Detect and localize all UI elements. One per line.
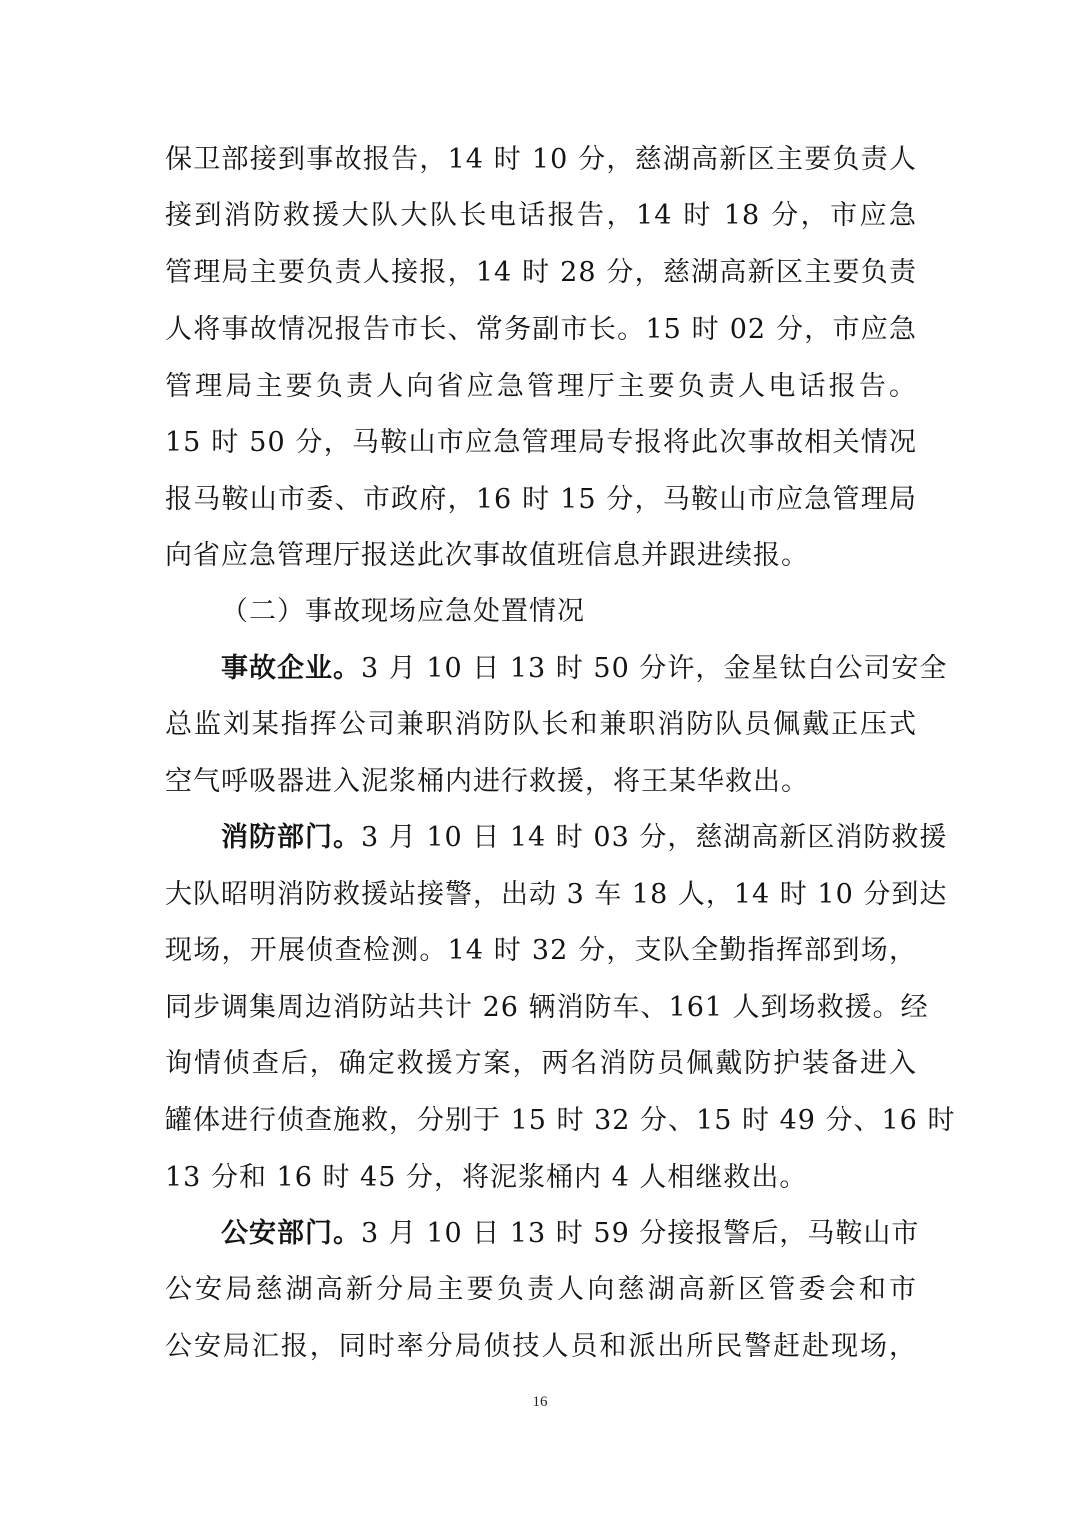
- paragraph-3-line-4: 同步调集周边消防站共计 26 辆消防车、161 人到场救援。经: [165, 992, 929, 1023]
- paragraph-3-lead: 消防部门。: [221, 822, 361, 853]
- section-heading: （二）事故现场应急处置情况: [221, 596, 585, 627]
- paragraph-4-line-1-text: 3 月 10 日 13 时 59 分接报警后，马鞍山市: [361, 1218, 920, 1249]
- paragraph-3-line-1-text: 3 月 10 日 14 时 03 分，慈湖高新区消防救援: [361, 822, 948, 853]
- paragraph-3-line-5: 询情侦查后，确定救援方案，两名消防员佩戴防护装备进入: [165, 1048, 917, 1079]
- paragraph-3-line-2: 大队昭明消防救援站接警，出动 3 车 18 人，14 时 10 分到达: [165, 879, 948, 910]
- paragraph-1-line-5: 管理局主要负责人向省应急管理厅主要负责人电话报告。: [165, 371, 917, 402]
- page-number: 16: [532, 1394, 548, 1410]
- paragraph-3-line-6: 罐体进行侦查施救，分别于 15 时 32 分、15 时 49 分、16 时: [165, 1105, 956, 1136]
- paragraph-1-line-4: 人将事故情况报告市长、常务副市长。15 时 02 分，市应急: [165, 314, 917, 345]
- paragraph-2-line-3: 空气呼吸器进入泥浆桶内进行救援，将王某华救出。: [165, 766, 809, 797]
- paragraph-1-line-2: 接到消防救援大队大队长电话报告，14 时 18 分，市应急: [165, 200, 917, 231]
- paragraph-4-line-2: 公安局慈湖高新分局主要负责人向慈湖高新区管委会和市: [165, 1274, 917, 1305]
- paragraph-1-line-3: 管理局主要负责人接报，14 时 28 分，慈湖高新区主要负责: [165, 257, 917, 288]
- paragraph-1-line-7: 报马鞍山市委、市政府，16 时 15 分，马鞍山市应急管理局: [165, 484, 917, 515]
- paragraph-2-line-1-text: 3 月 10 日 13 时 50 分许，金星钛白公司安全: [361, 653, 948, 684]
- paragraph-3-line-7: 13 分和 16 时 45 分，将泥浆桶内 4 人相继救出。: [165, 1162, 808, 1193]
- paragraph-2-line-1: [221, 647, 948, 691]
- paragraph-4-lead: 公安部门。: [221, 1218, 361, 1249]
- paragraph-3-line-3: 现场，开展侦查检测。14 时 32 分，支队全勤指挥部到场，: [165, 935, 917, 966]
- paragraph-4-line-1: [221, 1212, 920, 1256]
- paragraph-2-line-2: 总监刘某指挥公司兼职消防队长和兼职消防队员佩戴正压式: [165, 709, 917, 740]
- paragraph-2-lead: 事故企业。: [221, 653, 361, 684]
- paragraph-1-line-6: 15 时 50 分，马鞍山市应急管理局专报将此次事故相关情况: [165, 427, 917, 458]
- paragraph-1-line-8: 向省应急管理厅报送此次事故值班信息并跟进续报。: [165, 540, 809, 571]
- paragraph-3-line-1: [221, 816, 948, 860]
- paragraph-4-line-3: 公安局汇报，同时率分局侦技人员和派出所民警赶赴现场，: [165, 1331, 917, 1362]
- paragraph-1-line-1: 保卫部接到事故报告，14 时 10 分，慈湖高新区主要负责人: [165, 144, 917, 175]
